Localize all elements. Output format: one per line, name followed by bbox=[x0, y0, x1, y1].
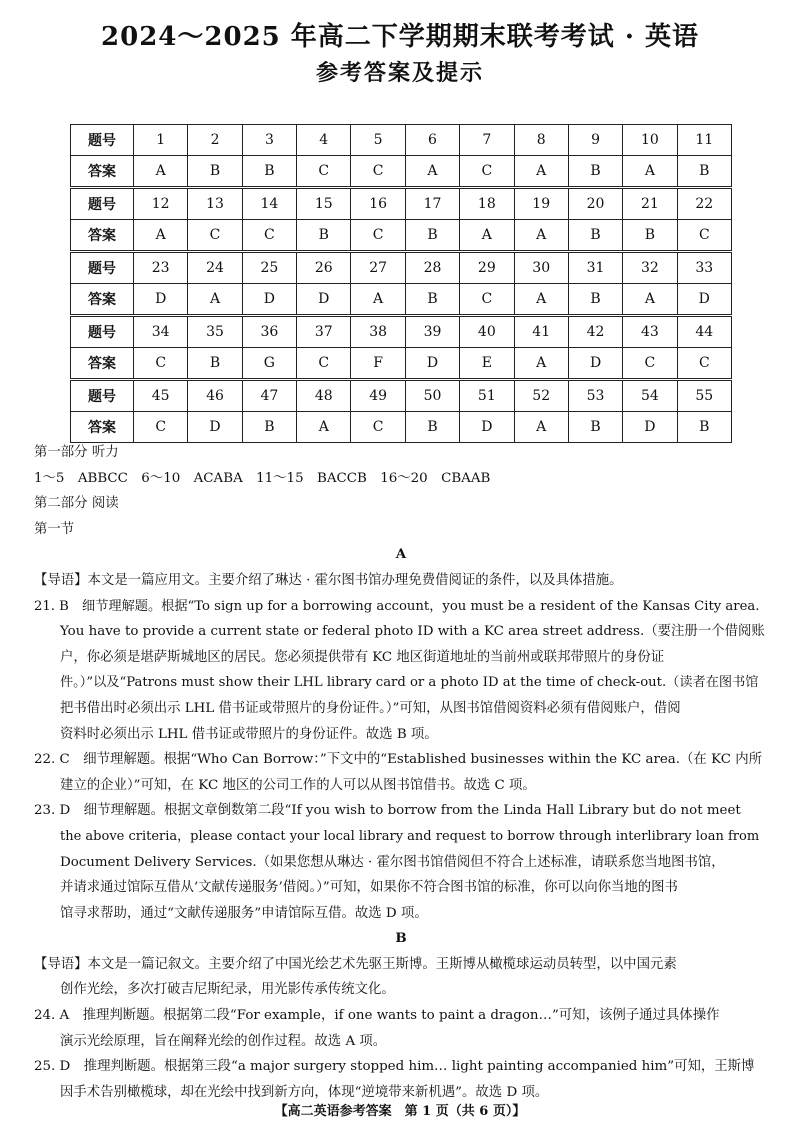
question-number-row bbox=[71, 380, 732, 412]
q21-line: 21. B 细节理解题。根据“To sign up for a borrowing account，you must be a resident of the Kansas City area. bbox=[34, 598, 760, 614]
answer-cell: A bbox=[188, 284, 242, 316]
question-label-cell: 题号 bbox=[71, 380, 134, 412]
question-number-cell: 49 bbox=[351, 380, 405, 412]
answer-cell: C bbox=[460, 156, 514, 188]
q24-line: 24. A 推理判断题。根据第二段“For example，if one wants to paint a dragon…”可知，该例子通过具体操作 bbox=[34, 1008, 720, 1024]
answer-cell: C bbox=[134, 412, 188, 443]
answer-row bbox=[71, 220, 732, 252]
question-number-row bbox=[71, 316, 732, 348]
question-number-cell: 9 bbox=[568, 125, 622, 156]
question-number-cell: 15 bbox=[297, 188, 351, 220]
question-number-cell: 26 bbox=[297, 252, 351, 284]
answer-cell: D bbox=[460, 412, 514, 443]
question-number-cell: 33 bbox=[677, 252, 731, 284]
answer-cell: B bbox=[242, 156, 296, 188]
answer-cell: C bbox=[677, 348, 731, 380]
question-number-row bbox=[71, 125, 732, 156]
page-title: 2024～2025 年高二下学期期末联考考试 · 英语 bbox=[101, 22, 699, 52]
q24-explanation bbox=[34, 1003, 768, 1054]
question-number-cell: 5 bbox=[351, 125, 405, 156]
answer-cell: C bbox=[351, 156, 405, 188]
answer-cell: C bbox=[351, 220, 405, 252]
q25-line: 25. D 推理判断题。根据第三段“a major surgery stopped him… light painting accompanied him”可知，王斯博 bbox=[34, 1059, 755, 1075]
answer-cell: B bbox=[568, 220, 622, 252]
q22-line: 建立的企业）”可知，在 KC 地区的公司工作的人可以从图书馆借书。故选 C 项。 bbox=[60, 777, 536, 793]
answer-cell: B bbox=[623, 220, 677, 252]
answer-cell: C bbox=[677, 220, 731, 252]
answer-cell: B bbox=[405, 284, 459, 316]
q25-explanation bbox=[34, 1054, 768, 1105]
question-number-cell: 34 bbox=[134, 316, 188, 348]
question-number-cell: 38 bbox=[351, 316, 405, 348]
question-number-cell: 29 bbox=[460, 252, 514, 284]
q23-line: 馆寻求帮助，通过“文献传递服务”申请馆际互借。故选 D 项。 bbox=[60, 905, 428, 921]
answer-row bbox=[71, 348, 732, 380]
question-number-cell: 27 bbox=[351, 252, 405, 284]
listening-answers: 1～5 ABBCC 6～10 ACABA 11～15 BACCB 16～20 CBAAB bbox=[34, 470, 491, 486]
question-number-cell: 51 bbox=[460, 380, 514, 412]
q23-line: 23. D 细节理解题。根据文章倒数第二段“If you wish to borrow from the Linda Hall Library but do not meet bbox=[34, 803, 741, 819]
answer-cell: D bbox=[242, 284, 296, 316]
guide-b-line: 创作光绘，多次打破吉尼斯纪录，用光影传承传统文化。 bbox=[60, 982, 395, 998]
passage-a-label: A bbox=[395, 546, 407, 563]
question-number-cell: 25 bbox=[242, 252, 296, 284]
q21-explanation bbox=[34, 594, 768, 748]
answer-label-cell: 答案 bbox=[71, 412, 134, 443]
question-number-cell: 14 bbox=[242, 188, 296, 220]
answer-cell: A bbox=[460, 220, 514, 252]
answer-cell: C bbox=[297, 156, 351, 188]
question-number-cell: 36 bbox=[242, 316, 296, 348]
answer-cell: B bbox=[568, 156, 622, 188]
question-label-cell: 题号 bbox=[71, 125, 134, 156]
q22-line: 22. C 细节理解题。根据“Who Can Borrow：”下文中的“Established businesses within the KC area.（在 KC 内所 bbox=[34, 752, 762, 768]
page-subtitle: 参考答案及提示 bbox=[315, 60, 484, 86]
q21-line: You have to provide a current state or federal photo ID with a KC area street address.（要注册一个借阅账 bbox=[60, 624, 765, 640]
question-number-cell: 10 bbox=[623, 125, 677, 156]
question-number-cell: 32 bbox=[623, 252, 677, 284]
question-number-cell: 21 bbox=[623, 188, 677, 220]
question-number-cell: 11 bbox=[677, 125, 731, 156]
part1-heading: 第一部分 听力 bbox=[34, 445, 119, 460]
q21-line: 把书借出时必须出示 LHL 借书证或带照片的身份证件。）”可知，从图书馆借阅资料必须有借阅账户，借阅 bbox=[60, 700, 681, 716]
q22-explanation bbox=[34, 747, 768, 798]
answer-cell: C bbox=[351, 412, 405, 443]
answer-cell: F bbox=[351, 348, 405, 380]
answer-cell: A bbox=[514, 412, 568, 443]
answer-cell: B bbox=[677, 412, 731, 443]
question-number-cell: 17 bbox=[405, 188, 459, 220]
question-label-cell: 题号 bbox=[71, 188, 134, 220]
question-number-cell: 18 bbox=[460, 188, 514, 220]
answer-cell: B bbox=[405, 220, 459, 252]
question-number-cell: 2 bbox=[188, 125, 242, 156]
question-number-cell: 43 bbox=[623, 316, 677, 348]
answer-cell: A bbox=[405, 156, 459, 188]
answer-cell: D bbox=[405, 348, 459, 380]
question-number-cell: 7 bbox=[460, 125, 514, 156]
answer-cell: A bbox=[623, 156, 677, 188]
answer-label-cell: 答案 bbox=[71, 284, 134, 316]
answer-cell: B bbox=[188, 156, 242, 188]
question-number-cell: 47 bbox=[242, 380, 296, 412]
answer-cell: C bbox=[134, 348, 188, 380]
question-number-cell: 48 bbox=[297, 380, 351, 412]
question-number-cell: 31 bbox=[568, 252, 622, 284]
question-number-cell: 1 bbox=[134, 125, 188, 156]
answer-row bbox=[71, 284, 732, 316]
answer-table bbox=[70, 124, 732, 443]
answer-cell: A bbox=[514, 348, 568, 380]
question-number-cell: 37 bbox=[297, 316, 351, 348]
question-number-row bbox=[71, 252, 732, 284]
question-number-cell: 13 bbox=[188, 188, 242, 220]
question-number-cell: 28 bbox=[405, 252, 459, 284]
question-number-cell: 3 bbox=[242, 125, 296, 156]
answer-cell: G bbox=[242, 348, 296, 380]
answer-cell: A bbox=[297, 412, 351, 443]
q21-line: 户，你必须是堪萨斯城地区的居民。您必须提供带有 KC 地区街道地址的当前州或联邦带照片的身份证 bbox=[60, 649, 665, 665]
question-number-cell: 20 bbox=[568, 188, 622, 220]
q21-line: 资料时必须出示 LHL 借书证或带照片的身份证件。故选 B 项。 bbox=[60, 726, 438, 742]
answer-cell: B bbox=[568, 284, 622, 316]
answer-cell: D bbox=[623, 412, 677, 443]
answer-cell: B bbox=[242, 412, 296, 443]
q24-line: 演示光绘原理，旨在阐释光绘的创作过程。故选 A 项。 bbox=[60, 1033, 387, 1049]
guide-b-line: 【导语】本文是一篇记叙文。主要介绍了中国光绘艺术先驱王斯博。王斯博从橄榄球运动员转型，以中国元素 bbox=[34, 956, 677, 972]
question-number-cell: 42 bbox=[568, 316, 622, 348]
guide-a: 【导语】本文是一篇应用文。主要介绍了琳达 · 霍尔图书馆办理免费借阅证的条件，以及具体措施。 bbox=[34, 572, 623, 588]
q23-explanation bbox=[34, 798, 768, 926]
question-number-cell: 52 bbox=[514, 380, 568, 412]
answer-cell: E bbox=[460, 348, 514, 380]
q25-line: 因手术告别橄榄球，却在光绘中找到新方向，体现“逆境带来新机遇”。故选 D 项。 bbox=[60, 1084, 549, 1100]
question-number-cell: 46 bbox=[188, 380, 242, 412]
answer-label-cell: 答案 bbox=[71, 348, 134, 380]
question-number-cell: 6 bbox=[405, 125, 459, 156]
answer-cell: A bbox=[134, 220, 188, 252]
answer-cell: C bbox=[242, 220, 296, 252]
question-number-cell: 8 bbox=[514, 125, 568, 156]
answer-explanations bbox=[34, 440, 768, 1105]
question-number-cell: 41 bbox=[514, 316, 568, 348]
question-label-cell: 题号 bbox=[71, 252, 134, 284]
question-number-cell: 44 bbox=[677, 316, 731, 348]
question-number-cell: 19 bbox=[514, 188, 568, 220]
answer-cell: A bbox=[134, 156, 188, 188]
question-number-row bbox=[71, 188, 732, 220]
answer-cell: B bbox=[405, 412, 459, 443]
question-number-cell: 22 bbox=[677, 188, 731, 220]
section1-heading: 第一节 bbox=[34, 521, 75, 537]
answer-row bbox=[71, 412, 732, 443]
q23-line: Document Delivery Services.（如果您想从琳达 · 霍尔图书馆借阅但不符合上述标准，请联系您当地图书馆， bbox=[60, 854, 725, 870]
question-number-cell: 53 bbox=[568, 380, 622, 412]
q23-line: the above criteria，please contact your local library and request to borrow through interlibrary loan from bbox=[60, 828, 760, 844]
answer-cell: B bbox=[677, 156, 731, 188]
answer-label-cell: 答案 bbox=[71, 220, 134, 252]
answer-cell: C bbox=[188, 220, 242, 252]
answer-cell: D bbox=[188, 412, 242, 443]
question-number-cell: 16 bbox=[351, 188, 405, 220]
answer-cell: D bbox=[134, 284, 188, 316]
answer-cell: C bbox=[623, 348, 677, 380]
answer-cell: A bbox=[514, 220, 568, 252]
page-footer: 【高二英语参考答案 第 1 页（共 6 页）】 bbox=[274, 1104, 526, 1119]
answer-cell: B bbox=[188, 348, 242, 380]
question-number-cell: 45 bbox=[134, 380, 188, 412]
question-number-cell: 23 bbox=[134, 252, 188, 284]
question-number-cell: 4 bbox=[297, 125, 351, 156]
question-number-cell: 55 bbox=[677, 380, 731, 412]
q21-line: 件。）”以及“Patrons must show their LHL library card or a photo ID at the time of check-out.（读者在图书馆 bbox=[60, 675, 759, 691]
answer-cell: A bbox=[514, 156, 568, 188]
answer-cell: C bbox=[297, 348, 351, 380]
answer-cell: A bbox=[351, 284, 405, 316]
question-number-cell: 40 bbox=[460, 316, 514, 348]
question-number-cell: 39 bbox=[405, 316, 459, 348]
answer-cell: D bbox=[568, 348, 622, 380]
part2-heading: 第二部分 阅读 bbox=[34, 496, 119, 512]
question-number-cell: 50 bbox=[405, 380, 459, 412]
question-number-cell: 24 bbox=[188, 252, 242, 284]
answer-cell: D bbox=[677, 284, 731, 316]
answer-label-cell: 答案 bbox=[71, 156, 134, 188]
answer-row bbox=[71, 156, 732, 188]
answer-cell: A bbox=[623, 284, 677, 316]
answer-cell: C bbox=[460, 284, 514, 316]
question-number-cell: 54 bbox=[623, 380, 677, 412]
answer-cell: D bbox=[297, 284, 351, 316]
question-number-cell: 30 bbox=[514, 252, 568, 284]
q23-line: 并请求通过馆际互借从‘文献传递服务’借阅。）”可知，如果你不符合图书馆的标准，你可以向你当地的图书 bbox=[60, 880, 678, 896]
passage-b-label: B bbox=[395, 930, 407, 947]
answer-cell: B bbox=[297, 220, 351, 252]
question-label-cell: 题号 bbox=[71, 316, 134, 348]
question-number-cell: 12 bbox=[134, 188, 188, 220]
question-number-cell: 35 bbox=[188, 316, 242, 348]
answer-cell: A bbox=[514, 284, 568, 316]
answer-cell: B bbox=[568, 412, 622, 443]
